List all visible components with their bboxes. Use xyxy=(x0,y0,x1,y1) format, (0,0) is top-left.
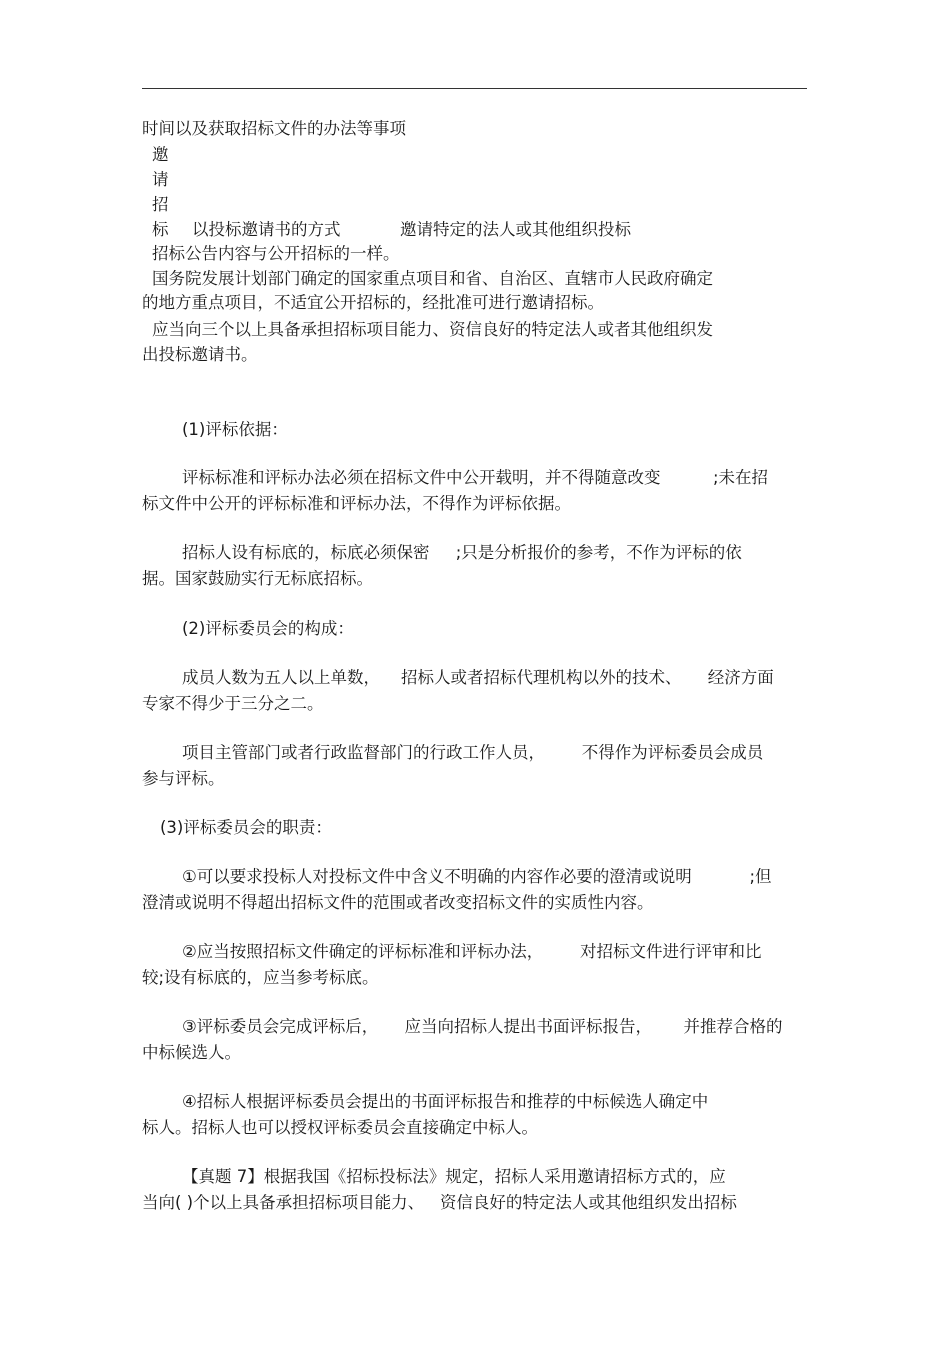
paragraph-line: ①可以要求投标人对投标文件中含义不明确的内容作必要的澄清或说明 ;但 xyxy=(182,867,772,886)
paragraph-line: 成员人数为五人以上单数， 招标人或者招标代理机构以外的技术、 经济方面 xyxy=(182,668,774,687)
section-heading: (3)评标委员会的职责： xyxy=(160,818,332,837)
text-line: 应当向三个以上具备承担招标项目能力、资信良好的特定法人或者其他组织发 xyxy=(152,320,713,339)
text-line: 时间以及获取招标文件的办法等事项 xyxy=(142,119,406,138)
text-line: 出投标邀请书。 xyxy=(142,345,258,364)
paragraph-line: ②应当按照招标文件确定的评标标准和评标办法， 对招标文件进行评审和比 xyxy=(182,942,762,961)
invite-method: 以投标邀请书的方式 xyxy=(192,220,341,239)
text-line: 的地方重点项目，不适宜公开招标的，经批准可进行邀请招标。 xyxy=(142,293,604,312)
vertical-char: 邀 xyxy=(152,145,169,164)
paragraph-line: 参与评标。 xyxy=(142,769,225,788)
paragraph-line: 较;设有标底的，应当参考标底。 xyxy=(142,968,379,987)
section-heading: (1)评标依据： xyxy=(182,420,288,439)
paragraph-line: 标文件中公开的评标标准和评标办法，不得作为评标依据。 xyxy=(142,494,571,513)
paragraph-line: 专家不得少于三分之二。 xyxy=(142,694,324,713)
paragraph-line: 标人。招标人也可以授权评标委员会直接确定中标人。 xyxy=(142,1118,538,1137)
vertical-char: 请 xyxy=(152,170,169,189)
exam-question-line: 【真题 7】根据我国《招标投标法》规定，招标人采用邀请招标方式的，应 xyxy=(182,1167,726,1186)
paragraph-line: 澄清或说明不得超出招标文件的范围或者改变招标文件的实质性内容。 xyxy=(142,893,654,912)
paragraph-line: 据。国家鼓励实行无标底招标。 xyxy=(142,569,373,588)
section-heading: (2)评标委员会的构成： xyxy=(182,619,354,638)
header-rule xyxy=(142,88,807,89)
paragraph-line: 评标标准和评标办法必须在招标文件中公开载明，并不得随意改变 ;未在招 xyxy=(182,468,769,487)
vertical-char: 标 xyxy=(152,220,169,239)
exam-question-line: 当向( )个以上具备承担招标项目能力、 资信良好的特定法人或其他组织发出招标 xyxy=(142,1193,737,1212)
text-line: 招标公告内容与公开招标的一样。 xyxy=(152,244,400,263)
paragraph-line: ③评标委员会完成评标后， 应当向招标人提出书面评标报告， 并推荐合格的 xyxy=(182,1017,783,1036)
vertical-char: 招 xyxy=(152,195,169,214)
paragraph-line: 项目主管部门或者行政监督部门的行政工作人员， 不得作为评标委员会成员 xyxy=(182,743,764,762)
paragraph-line: 中标候选人。 xyxy=(142,1043,241,1062)
text-line: 国务院发展计划部门确定的国家重点项目和省、自治区、直辖市人民政府确定 xyxy=(152,269,713,288)
paragraph-line: ④招标人根据评标委员会提出的书面评标报告和推荐的中标候选人确定中 xyxy=(182,1092,709,1111)
paragraph-line: 招标人设有标底的，标底必须保密 ;只是分析报价的参考，不作为评标的依 xyxy=(182,543,742,562)
invite-target: 邀请特定的法人或其他组织投标 xyxy=(400,220,631,239)
